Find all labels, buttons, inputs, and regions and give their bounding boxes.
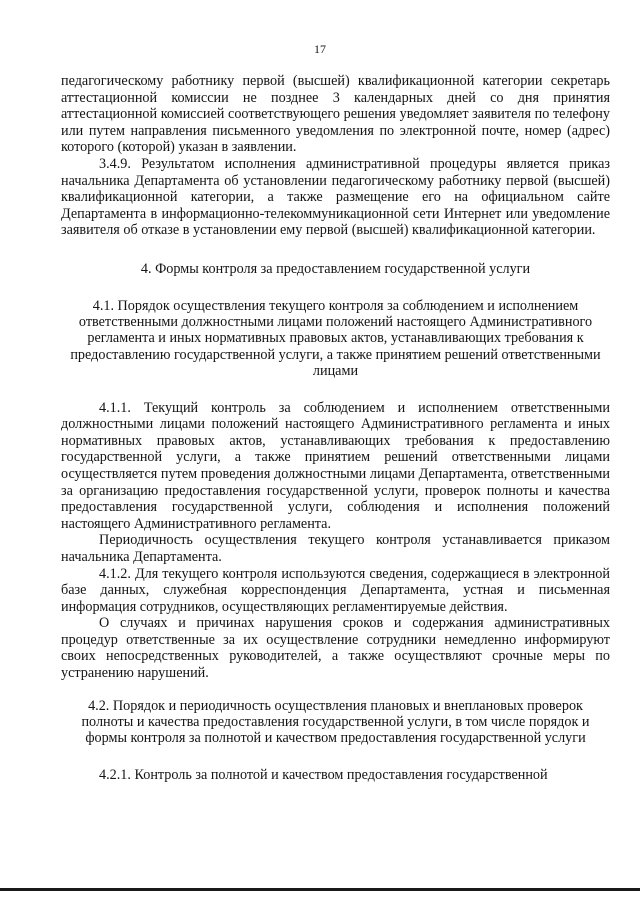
page-bottom-rule: [0, 888, 640, 891]
paragraph-4-1-1: 4.1.1. Текущий контроль за соблюдением и исполнением ответственными должностными лицами положений настоящего Административного регламента и иных нормативных правовых актов, устанавливающих требования к предоставлению государственной услуги, а также принятием решений ответственными лицами осуществляется путем проведения должностными лицами Департамента, ответственными за организацию предоставления государственной услуги, проверок полноты и качества предоставления государственной услуги, соблюдения и исполнения положений настоящего Административного регламента.: [61, 399, 610, 532]
paragraph-4-1-2: 4.1.2. Для текущего контроля используются сведения, содержащиеся в электронной базе данных, служебная корреспонденция Департамента, устная и письменная информация сотрудников, осуществляющих регламентируемые действия.: [61, 565, 610, 615]
subsection-4-2-heading: 4.2. Порядок и периодичность осуществления плановых и внеплановых проверок полноты и качества предоставления государственной услуги, в том числе порядок и формы контроля за полнотой и качеством предоставления государственной услуги: [81, 697, 590, 747]
page-number: 17: [314, 42, 326, 56]
paragraph-periodicity: Периодичность осуществления текущего контроля устанавливается приказом начальника Департамента.: [61, 532, 610, 565]
paragraph-3-4-9: 3.4.9. Результатом исполнения административной процедуры является приказ начальника Департамента об установлении педагогическому работнику первой (высшей) квалификационной категории, а также размещение его на официальном сайте Департамента в информационно-телекоммуникационной сети Интернет или уведомление заявителя об отказе в установлении ему первой (высшей) квалификационной категории.: [61, 155, 610, 239]
paragraph-continuation: педагогическому работнику первой (высшей) квалификационной категории секретарь аттестационной комиссии не позднее 3 календарных дней со дня принятия аттестационной комиссией соответствующего решения уведомляет заявителя по телефону или путем направления письменного уведомления по электронной почте, номер (адрес) которого (которой) указан в заявлении.: [61, 73, 610, 156]
subsection-4-1-heading: 4.1. Порядок осуществления текущего контроля за соблюдением и исполнением ответственными должностными лицами положений настоящего Административного регламента и иных нормативных правовых актов, устанавливающих требования к предоставлению государственной услуги, а также принятием решений ответственными лицами: [70, 297, 601, 380]
document-body: [61, 73, 610, 783]
section-4-heading: 4. Формы контроля за предоставлением государственной услуги: [140, 260, 531, 277]
paragraph-violations: О случаях и причинах нарушения сроков и содержания административных процедур ответственные за их осуществление сотрудники немедленно информируют своих непосредственных руководителей, а также осуществляют срочные меры по устранению нарушений.: [61, 615, 610, 682]
paragraph-4-2-1: 4.2.1. Контроль за полнотой и качеством предоставления государственной: [99, 766, 548, 783]
